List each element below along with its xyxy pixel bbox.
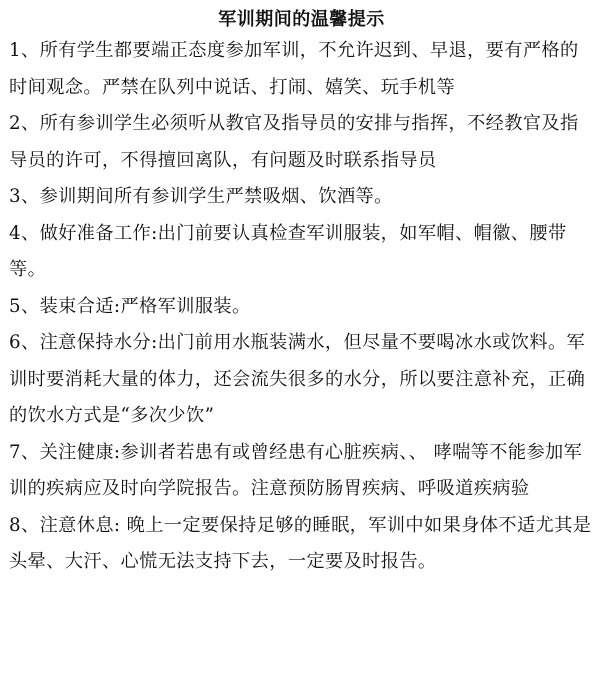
tip-item-8: [9, 508, 594, 581]
tip-number: 5、: [9, 295, 40, 317]
tip-item-6: [9, 325, 594, 435]
tip-number: 6、: [9, 332, 40, 353]
tip-text: 注意保持水分:出门前用水瓶装满水，但尽量不要喝冰水或饮料。军训时要消耗大量的体力，还会流失很多的水分，所以要注意补充，正确的饮水方式是“多次少饮”: [9, 332, 586, 426]
tip-text: 关注健康:参训者若患有或曾经患有心脏疾病、、 哮喘等不能参加军训的疾病应及时向学院报告。注意预防肠胃疾病、呼吸道疾病验: [9, 441, 583, 499]
tips-list: [9, 33, 594, 581]
tip-item-4: [9, 216, 594, 289]
tip-item-2: [9, 106, 594, 179]
tip-number: 2、: [9, 113, 40, 134]
document-title: 军训期间的温馨提示: [218, 9, 385, 30]
tip-number: 4、: [9, 222, 40, 244]
tip-text: 注意休息: 晚上一定要保持足够的睡眠，军训中如果身体不适尤其是头晕、大汗、心慌无法支持下去，一定要及时报告。: [9, 514, 592, 572]
tip-text: 装束合适:严格军训服装。: [39, 295, 251, 317]
tip-item-1: [9, 33, 594, 106]
tip-number: 3、: [9, 186, 40, 207]
tip-text: 所有参训学生必须听从教官及指导员的安排与指挥，不经教官及指导员的许可，不得擅回离队，有问题及时联系指导员: [9, 113, 579, 171]
tip-number: 1、: [9, 40, 40, 61]
tip-text: 参训期间所有参训学生严禁吸烟、饮酒等。: [39, 186, 393, 207]
tip-item-3: [9, 179, 594, 216]
tip-item-5: [9, 289, 594, 326]
tip-item-7: [9, 435, 594, 508]
tip-number: 8、: [9, 514, 40, 536]
tip-text: 所有学生都要端正态度参加军训，不允许迟到、早退，要有严格的时间观念。严禁在队列中说话、打闹、嬉笑、玩手机等: [9, 40, 579, 98]
tip-text: 做好准备工作:出门前要认真检查军训服装，如军帽、帽徽、腰带等。: [9, 222, 567, 280]
tip-number: 7、: [9, 441, 40, 463]
